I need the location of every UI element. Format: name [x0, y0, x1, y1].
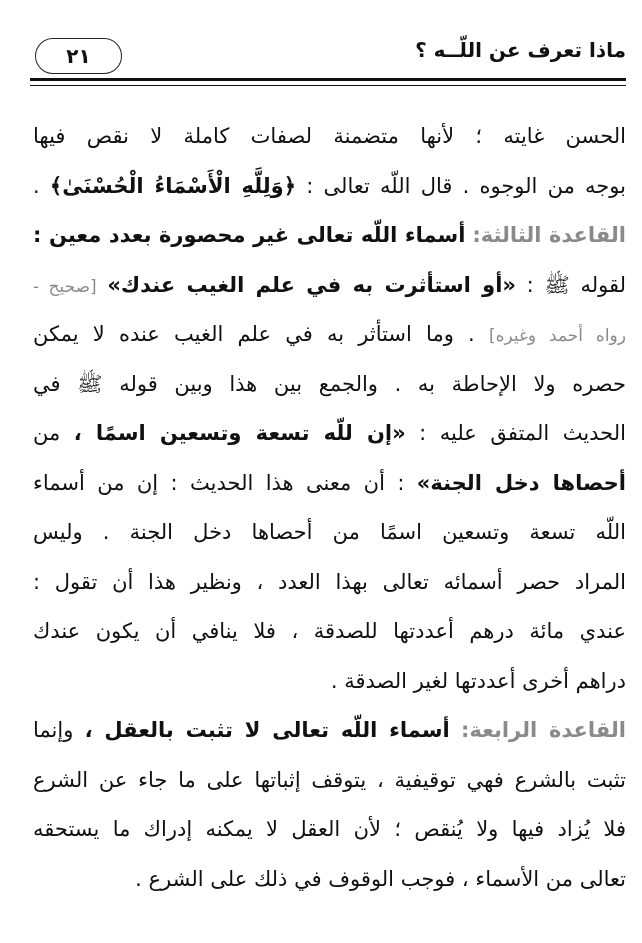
line-tail: وإنما [33, 718, 74, 742]
line-text: حصره ولا الإحاطة به . والجمع بين هذا وبين قوله ﷺ في [33, 371, 626, 396]
text-line-16 [33, 855, 626, 905]
running-title: ماذا تعرف عن اللّــه ؟ [415, 38, 626, 62]
text-line-1 [33, 112, 626, 162]
hadith-quote: أحصاها دخل الجنة» [416, 470, 626, 495]
text-line-13 [33, 706, 626, 756]
rule-label-third: القاعدة الثالثة: [472, 223, 626, 247]
line-text: لقوله ﷺ : [526, 272, 626, 297]
line-text: عندي مائة درهم أعددتها للصدقة ، فلا ينافي أن يكون عندك [33, 619, 626, 643]
text-line-10 [33, 558, 626, 608]
text-line-2 [33, 162, 626, 212]
hadith-quote: «إن للّه تسعة وتسعين اسمًا ، [73, 421, 406, 445]
line-text: دراهم أخرى أعددتها لغير الصدقة . [330, 668, 626, 693]
line-text: تثبت بالشرع فهي توقيفية ، يتوقف إثباتها على ما جاء عن الشرع [33, 767, 626, 792]
hadith-reference: [صحيح - [33, 276, 97, 297]
line-text: . وما استأثر به في علم الغيب عنده لا يمكن [33, 322, 475, 346]
line-text: الحسن غايته ؛ لأنها متضمنة لصفات كاملة لا نقص فيها [33, 124, 626, 148]
text-line-8 [33, 459, 626, 509]
line-text: المراد حصر أسمائه تعالى بهذا العدد ، ونظير هذا أن تقول : [33, 569, 626, 594]
page-header [0, 0, 642, 100]
text-line-12 [33, 657, 626, 707]
text-line-6 [33, 360, 626, 410]
hadith-quote: «أو استأثرت به في علم الغيب عندك» [107, 272, 516, 297]
line-text: فلا يُزاد فيها ولا يُنقص ؛ لأن العقل لا يمكنه إدراك ما يستحقه [33, 817, 626, 841]
line-text: : أن معنى هذا الحديث : إن من أسماء [33, 470, 405, 495]
text-line-14 [33, 756, 626, 806]
line-text: الحديث المتفق عليه : [419, 421, 626, 445]
header-rule-thin [30, 85, 626, 86]
rule-label-fourth: القاعدة الرابعة: [460, 718, 626, 742]
quran-verse: ﴿وَلِلَّهِ الْأَسْمَاءُ الْحُسْنَىٰ﴾ [49, 173, 297, 198]
rule-heading-fourth: أسماء اللّه تعالى لا تثبت بالعقل ، [84, 718, 450, 742]
text-line-3 [33, 211, 626, 261]
hadith-reference: رواه أحمد وغيره] [488, 326, 626, 346]
line-text: اللّه تسعة وتسعين اسمًا من أحصاها دخل الجنة . وليس [33, 520, 626, 544]
text-line-4 [33, 261, 626, 311]
rule-heading-third: أسماء اللّه تعالى غير محصورة بعدد معين : [33, 223, 466, 247]
line-text: بوجه من الوجوه . قال اللّه تعالى : [306, 173, 626, 198]
text-line-9 [33, 508, 626, 558]
text-line-7 [33, 409, 626, 459]
page-number: ٢١ [35, 38, 122, 74]
header-rule [30, 78, 626, 81]
text-line-15 [33, 805, 626, 855]
text-line-5 [33, 310, 626, 360]
line-text: تعالى من الأسماء ، فوجب الوقوف في ذلك على الشرع . [135, 866, 626, 891]
line-tail: . [33, 173, 40, 198]
body-text [33, 112, 626, 904]
text-line-11 [33, 607, 626, 657]
line-tail: من [33, 421, 61, 445]
